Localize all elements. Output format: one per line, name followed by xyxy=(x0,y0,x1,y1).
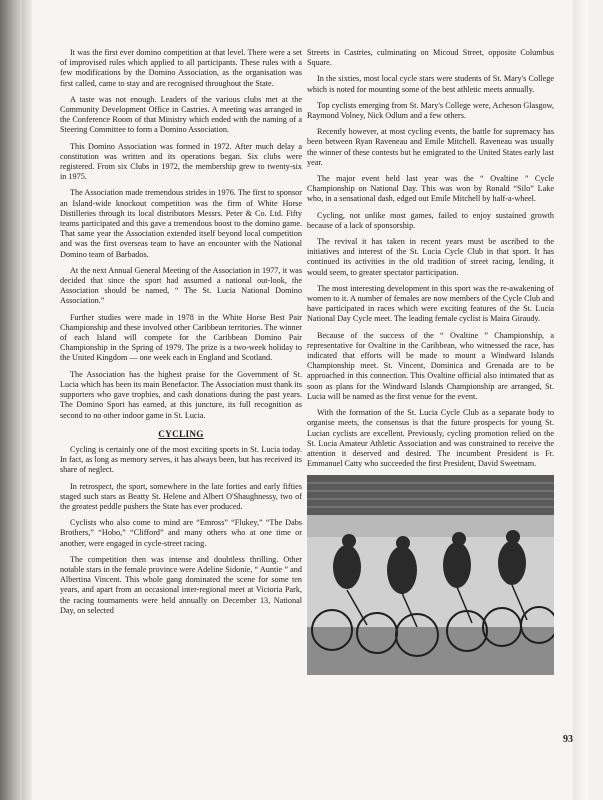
paragraph: Because of the success of the “ Ovaltine ” Championship, a representative for Ovaltine in the Caribbean, who witnessed the race, has indicated that efforts will be made to mount a Windward Islands Championship meet. St. Vincent, Dominica and Grenada are to be approached in this connection. This Ovaltine official also intimated that as soon as plans for the Windward Islands Championship are arranged, St. Lucia will be named as the first venue for the event. xyxy=(307,330,554,401)
paragraph: The major event held last year was the “ Ovaltine ” Cycle Championship on National Day. This was won by Ronald “Silo” Lake who, in a sensational dash, edged out Emile Mitchell by half-a-wheel. xyxy=(307,174,554,204)
cyclists-photo xyxy=(307,475,554,675)
paragraph: Cycling, not unlike most games, failed to enjoy sustained growth because of a lack of sponsorship. xyxy=(307,210,554,230)
paragraph: Recently however, at most cycling events, the battle for supremacy has been between Ryan Raveneau and Emile Mitchell. Raveneau was usually the winner of these contests but he emigrated to the United States early last year. xyxy=(307,127,554,167)
paragraph: The Association has the highest praise for the Government of St. Lucia which has been its main Benefactor. The Association must thank its supporters who gave trophies, and cash donations during the past years. The Domino Sport has earned, at this juncture, its full recognition as second to no other indoor game in St. Lucia. xyxy=(60,369,302,420)
paragraph: At the next Annual General Meeting of the Association in 1977, it was decided that since the sport had assumed a national out-look, the Association should be named, “ The St. Lucia National Domino Association.” xyxy=(60,265,302,306)
section-heading-cycling: CYCLING xyxy=(158,428,204,439)
paragraph: In the sixties, most local cycle stars were students of St. Mary's College which is noted for mounting some of the best athletic meets annually. xyxy=(307,74,554,94)
paragraph: The most interesting development in this sport was the re-awakening of women to it. A number of females are now members of the Cycle Club and have participated in races which were exciting features of the St. Lucia National Day Cycle meet. The leading female cyclist is Maira Giraudy. xyxy=(307,283,554,324)
left-column xyxy=(60,48,302,622)
page-number: 93 xyxy=(563,734,573,745)
paragraph: Top cyclists emerging from St. Mary's College were, Acheson Glasgow, Raymond Volney, Nick Odlum and a few others. xyxy=(307,100,554,121)
book-spine-shadow xyxy=(0,0,22,800)
paragraph: Streets in Castries, culminating on Micoud Street, opposite Columbus Square. xyxy=(307,48,554,68)
paragraph: Cycling is certainly one of the most exciting sports in St. Lucia today. In fact, as long as memory serves, it has always been, but has received its share of neglect. xyxy=(60,444,302,475)
right-column xyxy=(307,48,554,675)
paragraph: It was the first ever domino competition at that level. There were a set of improvised rules which applied to all participants. These rules with a few modifications by the Domino Association, as the organisation was first called, came to stay and are recognised throughout the State. xyxy=(60,48,302,88)
paragraph: The competition then was intense and doubtless thrilling. Other notable stars in the female province were Adeline Sidonie, “ Auntie ” and Albertina Vincent. This whole gang dominated the scene for some ten years, and apart from an occasional inter-regional meet at Victoria Park, the racing tournaments were held annually on December 13, National Day, on selected xyxy=(60,554,302,615)
paragraph: With the formation of the St. Lucia Cycle Club as a separate body to organise meets, the consensus is that the future prospects for young St. Lucian cyclists are excellent. Previously, cycling promotion relied on the St. Lucia Amateur Athletic Association and was constrained to receive the attention it deserved and desired. The incumbent President is Fr. Emmanuel Catty who succeeded the first President, David Sweetnam. xyxy=(307,408,554,469)
paragraph: A taste was not enough. Leaders of the various clubs met at the Community Development Office in Castries. A meeting was arranged in the Conference Room of that Ministry which ended with the naming of a Steering Committee to form a Domino Association. xyxy=(60,94,302,135)
paragraph: Cyclists who also come to mind are “Emross” “Flukey,” “The Dabs Brothers,” “Hobo,” “Clifford” and many others who at one time or another, were engaged in cycle-street racing. xyxy=(60,518,302,548)
cyclists-photo-illustration xyxy=(307,475,554,675)
page-edge xyxy=(573,0,588,800)
paragraph: Further studies were made in 1978 in the White Horse Best Pair Championship and these involved other Caribbean territories. The winner of each Island will compete for the Caribbean Domino Pair Championship in the Spring of 1979. The prize is a two-week holiday to the United Kingdom — one week each in England and Scotland. xyxy=(60,312,302,363)
paragraph: This Domino Association was formed in 1972. After much delay a constitution was written and its operations began. Six clubs were registered. From six Clubs in 1972, the membership grew to twenty-six in 1975. xyxy=(60,141,302,182)
book-gutter xyxy=(22,0,32,800)
paragraph: In retrospect, the sport, somewhere in the late forties and early fifties staged such stars as Beatty St. Helene and Albert O'Shaughnessy, two of the greatest peddle pushers the State has ever produced. xyxy=(60,481,302,511)
paragraph: The Association made tremendous strides in 1976. The first to sponsor an Island-wide knockout competition was the firm of White Horse Distilleries through its local distributors Messrs. Peter & Co. Ltd. Fifty teams participated and this gave a tremendous boost to the domino game. That same year the Association extended itself beyond local competition and was the first overseas team to have an encounter with the National Domino team of Barbados. xyxy=(60,188,302,259)
paragraph: The revival it has taken in recent years must be ascribed to the initiatives and interest of the St. Lucia Cycle Club in that sport. It has continued its activities in the old tradition of street racing, lending, it would seem, to greater spectator participation. xyxy=(307,237,554,277)
magazine-page xyxy=(32,0,588,800)
